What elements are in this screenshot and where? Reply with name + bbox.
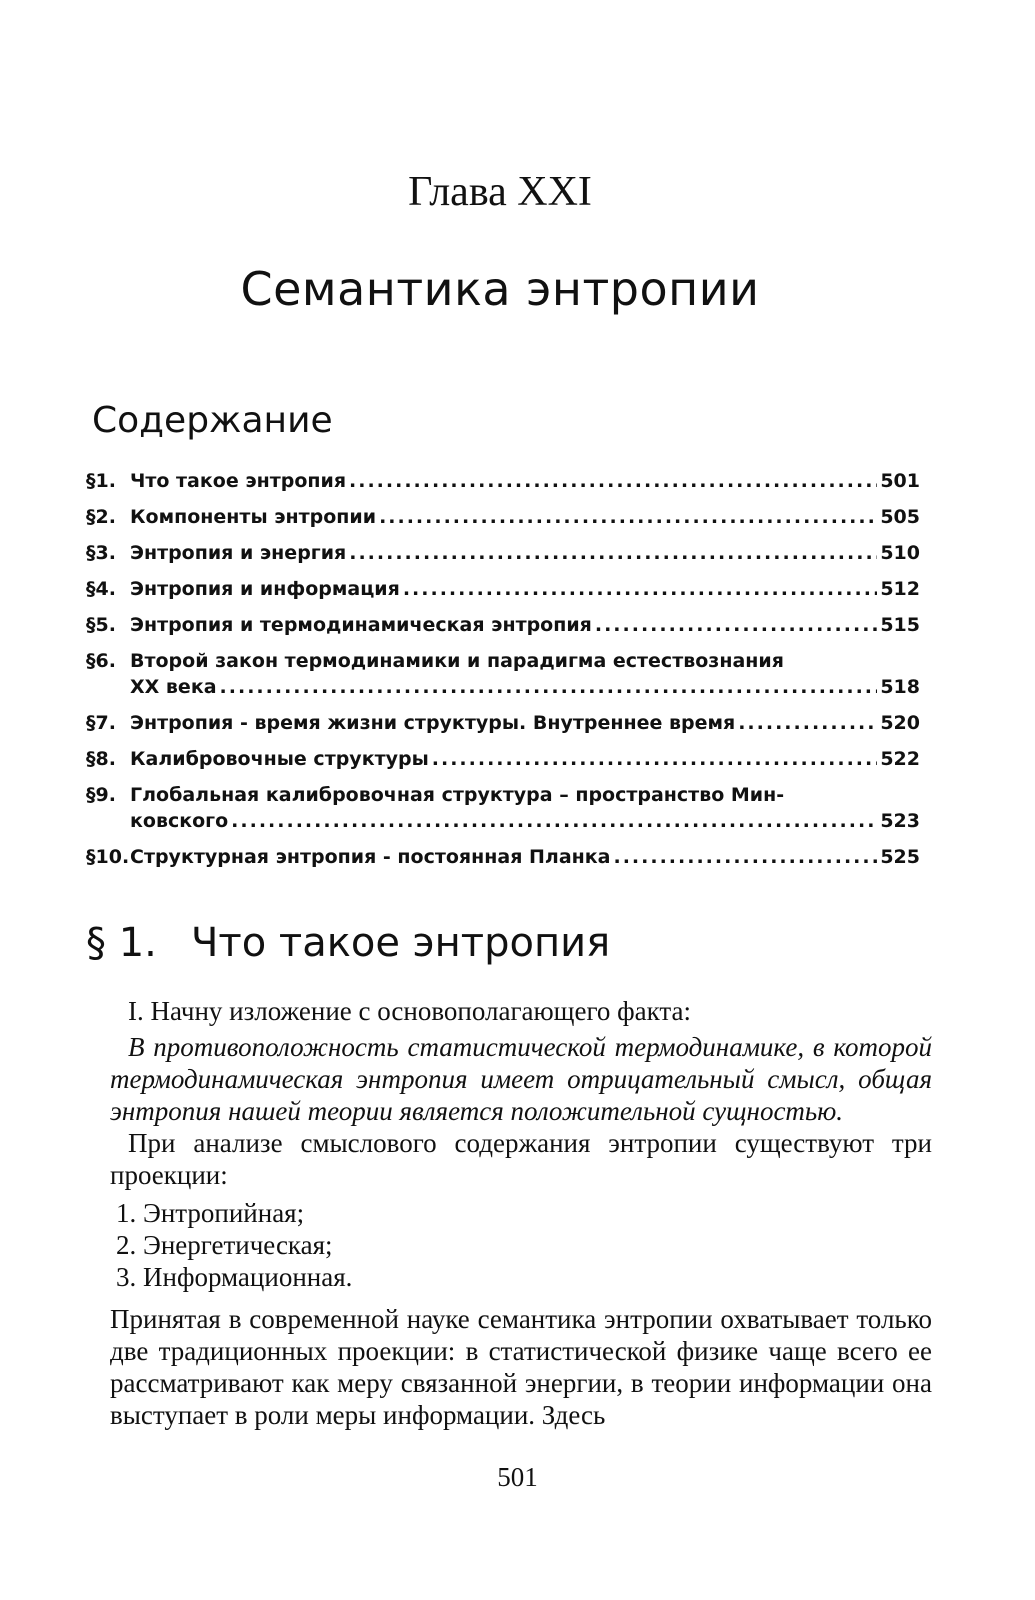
table-of-contents	[86, 470, 920, 882]
toc-entry-title: Структурная энтропия - постоянная Планка	[130, 846, 611, 868]
paragraph-semantics: Принятая в современной науке семантика энтропии охватывает только две традиционных проекции: в статистической физике чаще всего ее рассматривают как меру связанной энергии, в теории информации она выступает в роли меры информации. Здесь	[110, 1304, 932, 1430]
list-item: 1. Энтропийная;	[116, 1198, 305, 1228]
toc-entry-title-continued: XX века	[130, 676, 217, 698]
section-title: Что такое энтропия	[191, 920, 611, 966]
toc-entry-title: Энтропия - время жизни структуры. Внутреннее время	[130, 712, 736, 734]
toc-entry-10[interactable]	[86, 846, 920, 882]
toc-leader-dots	[231, 810, 877, 832]
toc-entry-title: Второй закон термодинамики и парадигма естествознания	[130, 650, 784, 672]
toc-entry-title-continued: ковского	[130, 810, 229, 832]
toc-entry-9[interactable]	[86, 784, 920, 846]
paragraph-projections: При анализе смыслового содержания энтропии существуют три проекции:	[110, 1128, 932, 1190]
toc-entry-title: Энтропия и информация	[130, 578, 400, 600]
section-number: § 1.	[86, 920, 157, 966]
toc-entry-2[interactable]	[86, 506, 920, 542]
body-text	[110, 995, 932, 1431]
toc-entry-6[interactable]	[86, 650, 920, 712]
toc-entry-number: §6.	[86, 650, 116, 672]
toc-entry-title: Компоненты энтропии	[130, 506, 377, 528]
toc-entry-page: 510	[880, 542, 920, 564]
italic-statement: В противоположность статистической термодинамике, в которой термодинамическая энтропия имеет отрицательный смысл, общая энтропия нашей теории является положительной сущностью.	[110, 1032, 932, 1126]
list-item: 3. Информационная.	[116, 1262, 353, 1292]
toc-entry-number: §4.	[86, 578, 116, 600]
toc-entry-1[interactable]	[86, 470, 920, 506]
toc-leader-dots	[349, 542, 877, 564]
toc-entry-title: Калибровочные структуры	[130, 748, 429, 770]
toc-entry-page: 522	[880, 748, 920, 770]
toc-entry-page: 501	[880, 470, 920, 492]
chapter-label: Глава XXI	[408, 169, 592, 215]
toc-entry-number: §9.	[86, 784, 116, 806]
toc-entry-8[interactable]	[86, 748, 920, 784]
chapter-title: Семантика энтропии	[240, 262, 760, 316]
toc-entry-title: Что такое энтропия	[130, 470, 347, 492]
toc-entry-number: §5.	[86, 614, 116, 636]
toc-entry-page: 525	[880, 846, 920, 868]
projection-list	[116, 1197, 932, 1293]
toc-entry-page: 505	[880, 506, 920, 528]
toc-entry-number: §10.	[86, 846, 130, 868]
toc-entry-4[interactable]	[86, 578, 920, 614]
toc-leader-dots	[349, 470, 877, 492]
toc-entry-number: §7.	[86, 712, 116, 734]
toc-leader-dots	[595, 614, 877, 636]
intro-paragraph: I. Начну изложение с основополагающего факта:	[128, 996, 691, 1026]
toc-leader-dots	[379, 506, 877, 528]
toc-leader-dots	[738, 712, 877, 734]
toc-leader-dots	[432, 748, 878, 770]
toc-entry-title: Энтропия и термодинамическая энтропия	[130, 614, 592, 636]
toc-entry-3[interactable]	[86, 542, 920, 578]
toc-entry-page: 515	[880, 614, 920, 636]
toc-entry-5[interactable]	[86, 614, 920, 650]
toc-entry-number: §3.	[86, 542, 116, 564]
toc-heading: Содержание	[92, 400, 333, 441]
toc-entry-number: §1.	[86, 470, 116, 492]
toc-leader-dots	[220, 676, 878, 698]
toc-entry-page: 520	[880, 712, 920, 734]
toc-entry-title: Глобальная калибровочная структура – пространство Мин-	[130, 784, 785, 806]
list-item: 2. Энергетическая;	[116, 1230, 333, 1260]
toc-entry-page: 512	[880, 578, 920, 600]
section-heading	[86, 920, 610, 966]
page-number: 501	[497, 1462, 538, 1492]
toc-entry-title: Энтропия и энергия	[130, 542, 347, 564]
toc-entry-7[interactable]	[86, 712, 920, 748]
toc-leader-dots	[614, 846, 878, 868]
toc-entry-page: 523	[880, 810, 920, 832]
toc-entry-number: §2.	[86, 506, 116, 528]
toc-leader-dots	[403, 578, 878, 600]
toc-entry-number: §8.	[86, 748, 116, 770]
toc-entry-page: 518	[880, 676, 920, 698]
